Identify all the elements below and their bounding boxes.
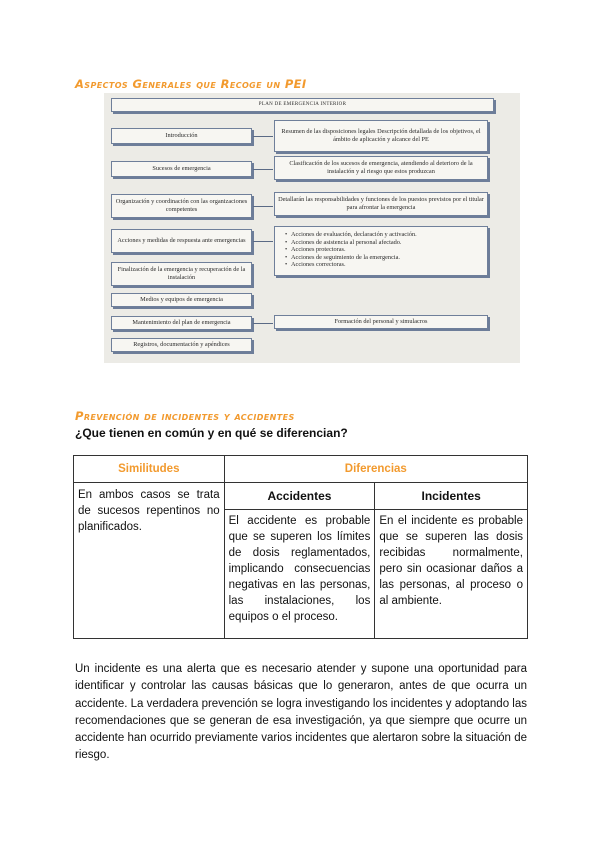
diagram-right-organizacion: Detallarán las responsabilidades y funciones de los puestos previstos por el titular para afrontar la emergencia (274, 192, 488, 216)
diagram-acciones-item: • Acciones de asistencia al personal afectado. (291, 239, 417, 247)
connector-line (253, 241, 273, 242)
connector-line (253, 323, 273, 324)
accidentes-cell: El accidente es probable que se superen los límites de dosis reglamentados, implicando consecuencias negativas en las personas, las instalaciones, los equipos o el proceso. (224, 510, 375, 639)
comparison-table (73, 455, 528, 639)
diagram-left-medios: Medios y equipos de emergencia (111, 293, 252, 307)
diagram-right-acciones (274, 226, 488, 276)
incidentes-header: Incidentes (375, 483, 528, 510)
diagram-left-acciones: Acciones y medidas de respuesta ante emergencias (111, 229, 252, 253)
diagram-left-finalizacion: Finalización de la emergencia y recuperación de la instalación (111, 262, 252, 286)
diferencias-header: Diferencias (224, 456, 527, 483)
similitudes-cell: En ambos casos se trata de sucesos repentinos no planificados. (74, 483, 225, 639)
connector-line (253, 136, 273, 137)
pei-diagram (104, 93, 520, 363)
diagram-left-organizacion: Organización y coordinación con las organizaciones competentes (111, 194, 252, 218)
diagram-header: PLAN DE EMERGENCIA INTERIOR (111, 98, 494, 112)
diagram-right-intro: Resumen de las disposiciones legales Descripción detallada de los objetivos, el ámbito de aplicación y alcance del PE (274, 120, 488, 152)
diagram-acciones-item: • Acciones correctoras. (291, 261, 417, 269)
question-heading: ¿Que tienen en común y en qué se diferencian? (75, 426, 348, 440)
diagram-left-sucesos: Sucesos de emergencia (111, 161, 252, 177)
similitudes-header: Similitudes (74, 456, 225, 483)
diagram-right-sucesos: Clasificación de los sucesos de emergencia, atendiendo al deterioro de la instalación y al riesgo que estos produzcan (274, 156, 488, 180)
connector-line (253, 206, 273, 207)
diagram-acciones-item: • Acciones protectoras. (291, 246, 417, 254)
body-paragraph: Un incidente es una alerta que es necesario atender y supone una oportunidad para identificar y controlar las causas básicas que lo generaron, antes de que ocurra un accidente. La verdadera prevención se logra investigando los incidentes y adoptando las recomendaciones que se generan de esa investigación, ya que siempre que ocurre un accidente han ocurrido previamente varios incidentes que alertaron sobre la situación de riesgo. (75, 663, 527, 762)
diagram-right-formacion: Formación del personal y simulacros (274, 315, 488, 329)
section-title-pei: Aspectos Generales que Recoge un PEI (75, 77, 307, 91)
connector-line (253, 169, 273, 170)
diagram-left-registros: Registros, documentación y apéndices (111, 338, 252, 352)
diagram-left-mantenimiento: Mantenimiento del plan de emergencia (111, 316, 252, 330)
incidentes-cell: En el incidente es probable que se superen las dosis recibidas normalmente, pero sin ocasionar daños a las personas, al proceso o al ambiente. (375, 510, 528, 639)
diagram-left-introduccion: Introducción (111, 128, 252, 144)
section-title-prevencion: Prevención de incidentes y accidentes (75, 409, 295, 423)
diagram-acciones-item: • Acciones de seguimiento de la emergencia. (291, 254, 417, 262)
diagram-acciones-item: • Acciones de evaluación, declaración y activación. (291, 231, 417, 239)
accidentes-header: Accidentes (224, 483, 375, 510)
